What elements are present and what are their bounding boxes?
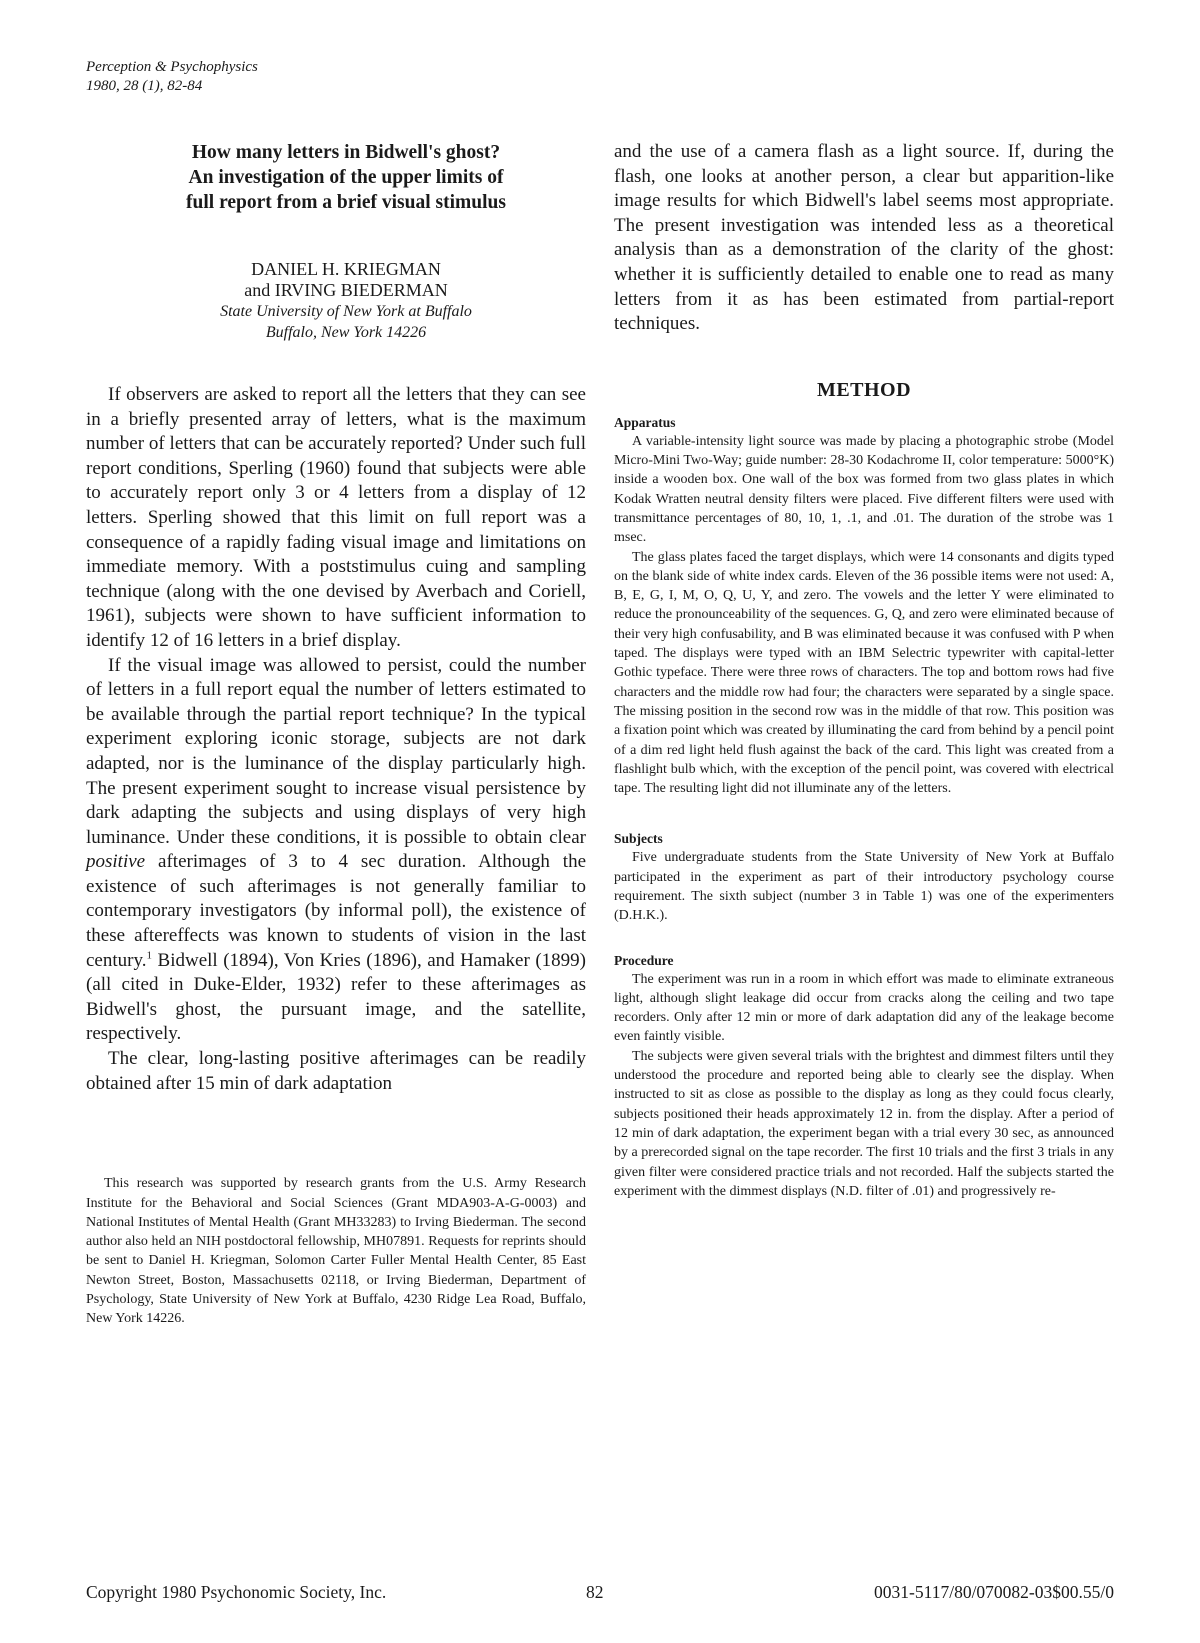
footnote-marker: 1	[146, 949, 152, 962]
title-line-3: full report from a brief visual stimulus	[186, 192, 506, 213]
intro-paragraph-4: and the use of a camera flash as a light source. If, during the flash, one looks at another person, a clear but apparition-like image results for which Bidwell's label seems most appropriate. The present investigation was intended less as a theoretical analysis than as a demonstration of the clarity of the ghost: whether it is sufficiently detailed to enable one to read as many letters from it as has been estimated from partial-report techniques.	[614, 141, 1114, 335]
intro-p2-italic: positive	[86, 851, 146, 873]
title-line-2: An investigation of the upper limits of	[188, 167, 504, 188]
journal-reference	[86, 58, 258, 96]
author-block	[136, 259, 556, 343]
apparatus-paragraph-1: A variable-intensity light source was made by placing a photographic strobe (Model Micro-Mini Two-Way; guide number: 28-30 Kodachrome II, color temperature: 5000°K) inside a wooden box. One wall of the box was formed from two glass plates in which Kodak Wratten neutral density filters were placed. Five different filters were used with transmittance percentages of 80, 10, 1, .1, and .01. The duration of the strobe was 1 msec.	[614, 433, 1114, 546]
address: Buffalo, New York 14226	[265, 324, 427, 341]
apparatus-paragraph-2: The glass plates faced the target displays, which were 14 consonants and digits typed on the blank side of white index cards. Eleven of the 36 possible items were not used: A, B, E, G, I, M, O, Q, U, Y, and zero. The vowels and the letter Y were eliminated to reduce the pronounceability of the sequences. G, Q, and zero were eliminated because of their very high confusability, and B was eliminated because it was confused with P when taped. The displays were typed with an IBM Selectric typewriter with capital-letter Gothic typeface. There were three rows of characters. The top and bottom rows had five characters and the middle row had four; the characters were separated by a single space. The missing position in the second row was in the middle of that row. This position was a fixation point which was created by illuminating the card from behind by a pencil point of a dim red light held flush against the back of the card. This light was created from a flashlight bulb which, with the exception of the pencil point, was covered with electrical tape. The resulting light did not illuminate any of the letters.	[614, 549, 1114, 797]
page-number: 82	[586, 1582, 604, 1602]
apparatus-heading: Apparatus	[614, 414, 676, 430]
subjects-section	[614, 830, 1114, 925]
introduction	[86, 383, 586, 1096]
article-title	[136, 140, 556, 215]
intro-p2-part-a: If the visual image was allowed to persist, could the number of letters in a full report equal the number of letters estimated to be available through the partial report technique? In the typical experiment exploring iconic storage, subjects are not dark adapted, nor is the luminance of the display particularly high. The present experiment sought to increase visual persistence by dark adapting the subjects and using displays of very high luminance. Under these conditions, it is possible to obtain clear	[86, 654, 586, 848]
method-heading: METHOD	[816, 378, 912, 401]
right-column	[614, 140, 1114, 1201]
subjects-paragraph-1: Five undergraduate students from the State University of New York at Buffalo participated in the experiment as part of their introductory psychology course requirement. The sixth subject (number 3 in Table 1) was one of the experimenters (D.H.K.).	[614, 850, 1114, 924]
procedure-section	[614, 952, 1114, 1202]
footnote	[86, 1174, 586, 1328]
intro-paragraph-1: If observers are asked to report all the letters that they can see in a briefly presented array of letters, what is the maximum number of letters that can be accurately reported? Under such full report conditions, Sperling (1960) found that subjects were able to accurately report only 3 or 4 letters from a display of 12 letters. Sperling showed that this limit on full report was a consequence of a rapidly fading visual image and limitations on immediate memory. With a poststimulus cuing and sampling technique (along with the one devised by Averbach and Coriell, 1961), subjects were shown to have sufficient information to identify 12 of 16 letters in a brief display.	[86, 384, 586, 651]
subjects-heading: Subjects	[614, 831, 663, 847]
author-2: and IRVING BIEDERMAN	[244, 280, 448, 300]
affiliation: State University of New York at Buffalo	[220, 303, 472, 320]
issn-code: 0031-5117/80/070082-03$00.55/0	[874, 1582, 1114, 1602]
apparatus-section	[614, 414, 1114, 799]
left-column	[86, 140, 586, 1329]
footnote-text: This research was supported by research grants from the U.S. Army Research Institute for the Behavioral and Social Sciences (Grant MDA903-A-G-0003) and National Institutes of Mental Health (Grant MH33283) to Irving Biederman. The second author also held an NIH postdoctoral fellowship, MH07891. Requests for reprints should be sent to Daniel H. Kriegman, Solomon Carter Fuller Mental Health Center, 85 East Newton Street, Boston, Massachusetts 02118, or Irving Biederman, Department of Psychology, State University of New York at Buffalo, 4230 Ridge Lea Road, Buffalo, New York 14226.	[86, 1176, 586, 1327]
copyright-notice: Copyright 1980 Psychonomic Society, Inc.	[86, 1582, 387, 1602]
intro-paragraph-2	[86, 654, 586, 1048]
title-line-1: How many letters in Bidwell's ghost?	[191, 142, 501, 163]
intro-paragraph-3: The clear, long-lasting positive afterimages can be readily obtained after 15 min of dark adaptation	[86, 1048, 586, 1094]
intro-p2-part-b: afterimages of 3 to 4 sec duration. Although the existence of such afterimages is not generally familiar to contemporary investigators (by informal poll), the existence of these aftereffects was known to students of vision in the last century.	[86, 851, 586, 971]
procedure-heading: Procedure	[614, 952, 674, 968]
intro-p2-part-c: Bidwell (1894), Von Kries (1896), and Hamaker (1899) (all cited in Duke-Elder, 1932) refer to these afterimages as Bidwell's ghost, the pursuant image, and the satellite, respectively.	[86, 949, 586, 1045]
page-footer	[86, 1582, 1114, 1606]
author-1: DANIEL H. KRIEGMAN	[251, 259, 441, 279]
procedure-paragraph-1: The experiment was run in a room in which effort was made to eliminate extraneous light, although slight leakage did occur from cracks along the ceiling and two tape recorders. Only after 12 min or more of dark adaptation did any of the leakage become even faintly visible.	[614, 971, 1114, 1045]
journal-citation: 1980, 28 (1), 82-84	[86, 78, 203, 94]
procedure-paragraph-2: The subjects were given several trials with the brightest and dimmest filters until they understood the procedure and reported being able to clearly see the display. When instructed to sit as close as possible to the display as long as they could focus clearly, subjects positioned their heads approximately 12 in. from the display. After a period of 12 min of dark adaptation, the experiment began with a trial every 30 sec, as announced by a prerecorded signal on the tape recorder. The first 10 trials and the first 3 trials in any given filter were considered practice trials and not recorded. Half the subjects started the experiment with the dimmest displays (N.D. filter of .01) and progressively re-	[614, 1048, 1114, 1199]
journal-name: Perception & Psychophysics	[86, 59, 258, 75]
